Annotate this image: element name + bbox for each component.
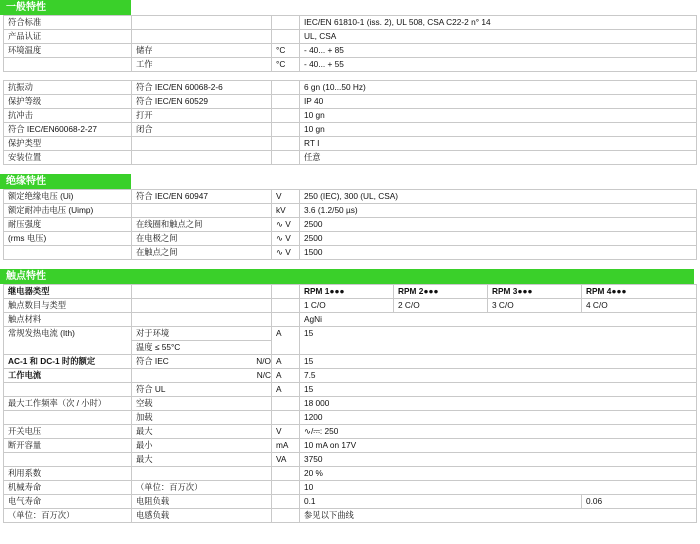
row-label: 电气寿命: [4, 495, 132, 509]
row-value: 1200: [300, 411, 697, 425]
row-label: 触点材料: [4, 313, 132, 327]
section-header-contacts: 触点特性: [0, 269, 694, 284]
row-sublabel: 符合 IEC/EN 60068-2-6: [132, 81, 272, 95]
row-sublabel: [132, 313, 272, 327]
row-unit: °C: [272, 58, 300, 72]
row-label: 抗振动: [4, 81, 132, 95]
table-row: [4, 369, 697, 383]
row-label: 工作电流: [4, 369, 132, 383]
row-value: 0.1: [300, 495, 582, 509]
row-sublabel: （单位：百万次）: [132, 481, 272, 495]
row-sublabel: 在电极之间: [132, 232, 272, 246]
row-value: 3750: [300, 453, 697, 467]
row-unit: [272, 299, 300, 313]
row-value: 任意: [300, 151, 697, 165]
row-unit: [272, 285, 300, 299]
row-value: 10 gn: [300, 109, 697, 123]
row-sublabel: [132, 137, 272, 151]
row-unit: mA: [272, 439, 300, 453]
row-sublabel: 最大: [132, 425, 272, 439]
row-label: 抗冲击: [4, 109, 132, 123]
row-unit: [272, 16, 300, 30]
column-header-rpm1: RPM 1●●●: [300, 285, 394, 299]
row-unit: [272, 30, 300, 44]
row-value: 参见以下曲线: [300, 509, 697, 523]
row-label: [4, 411, 132, 425]
table-row: [4, 151, 697, 165]
table-row: [4, 467, 697, 481]
row-value: 2500: [300, 232, 697, 246]
row-value: 250 (IEC), 300 (UL, CSA): [300, 190, 697, 204]
row-unit: [272, 95, 300, 109]
row-value: 10 mA on 17V: [300, 439, 697, 453]
table-row: [4, 425, 697, 439]
table-row: [4, 190, 697, 204]
row-sublabel: 空载: [132, 397, 272, 411]
row-sublabel: 最小: [132, 439, 272, 453]
row-unit: V: [272, 190, 300, 204]
row-label: 机械寿命: [4, 481, 132, 495]
row-unit: [272, 411, 300, 425]
row-sublabel: [132, 369, 272, 383]
row-unit: A: [272, 355, 300, 369]
section-gap: [0, 165, 700, 174]
table-row: [4, 204, 697, 218]
row-label: 符合标准: [4, 16, 132, 30]
row-label: 保护等级: [4, 95, 132, 109]
table-row-spacer: [4, 72, 697, 81]
row-label: 额定耐冲击电压 (Uimp): [4, 204, 132, 218]
row-value: 6 gn (10...50 Hz): [300, 81, 697, 95]
row-sublabel: 电阻负载: [132, 495, 272, 509]
column-header-rpm3: RPM 3●●●: [488, 285, 582, 299]
row-label: [4, 383, 132, 397]
table-row: [4, 495, 697, 509]
section-header-insulation: 绝缘特性: [0, 174, 131, 189]
row-value: RT I: [300, 137, 697, 151]
table-row: [4, 44, 697, 58]
row-value: ∿/⎓: 250: [300, 425, 697, 439]
table-row: [4, 95, 697, 109]
table-row: [4, 481, 697, 495]
table-row: [4, 232, 697, 246]
table-row: [4, 397, 697, 411]
row-label: （单位：百万次）: [4, 509, 132, 523]
row-label: 开关电压: [4, 425, 132, 439]
row-unit: [272, 313, 300, 327]
row-value: 15: [300, 383, 697, 397]
row-unit: A: [272, 383, 300, 397]
row-unit: A: [272, 327, 300, 355]
row-sublabel: 电感负载: [132, 509, 272, 523]
table-row: [4, 81, 697, 95]
row-sublabel: 打开: [132, 109, 272, 123]
row-label: 最大工作频率（次 / 小时）: [4, 397, 132, 411]
row-sublabel: 温度 ≤ 55°C: [132, 341, 272, 355]
row-value: 10: [300, 481, 697, 495]
row-sublabel: 闭合: [132, 123, 272, 137]
row-label: [4, 246, 132, 260]
table-header-row: [4, 285, 697, 299]
row-unit: ∿ V: [272, 232, 300, 246]
section-gap: [0, 260, 700, 269]
row-sublabel: [132, 467, 272, 481]
table-row: [4, 439, 697, 453]
row-unit: [272, 109, 300, 123]
row-sublabel: [132, 151, 272, 165]
row-label: 继电器类型: [4, 285, 132, 299]
row-sublabel: [132, 30, 272, 44]
row-value-rpm4: 0.06: [582, 495, 697, 509]
table-general: [3, 15, 697, 165]
row-sublabel: 符合 IEC/EN 60947: [132, 190, 272, 204]
row-label: [4, 453, 132, 467]
row-unit: [272, 137, 300, 151]
row-contact-type: N/C: [256, 370, 271, 380]
row-sublabel: 加载: [132, 411, 272, 425]
table-row: [4, 299, 697, 313]
spacer: [4, 72, 697, 81]
row-value-rpm4: 4 C/O: [582, 299, 697, 313]
table-contacts: [3, 284, 697, 523]
row-sublabel: 对于环境: [132, 327, 272, 341]
row-value: 1500: [300, 246, 697, 260]
row-unit: [272, 123, 300, 137]
row-unit: [272, 151, 300, 165]
row-label: 额定绝缘电压 (Ui): [4, 190, 132, 204]
row-label: 耐压强度: [4, 218, 132, 232]
row-unit: [272, 81, 300, 95]
row-label: 产品认证: [4, 30, 132, 44]
table-row: [4, 30, 697, 44]
table-row: [4, 411, 697, 425]
table-row: [4, 58, 697, 72]
row-value-rpm1: 1 C/O: [300, 299, 394, 313]
row-value-rpm3: 3 C/O: [488, 299, 582, 313]
row-sublabel: [132, 285, 272, 299]
row-unit: V: [272, 425, 300, 439]
row-value: 10 gn: [300, 123, 697, 137]
row-label: [4, 58, 132, 72]
row-sublabel: 最大: [132, 453, 272, 467]
row-label: 利用系数: [4, 467, 132, 481]
table-row: [4, 109, 697, 123]
row-sublabel-text: 符合 IEC: [136, 356, 169, 366]
row-sublabel: [132, 16, 272, 30]
row-value: 20 %: [300, 467, 697, 481]
row-contact-type: N/O: [256, 356, 271, 366]
table-row: [4, 313, 697, 327]
row-unit: [272, 397, 300, 411]
row-unit: kV: [272, 204, 300, 218]
row-sublabel: 在线圈和触点之间: [132, 218, 272, 232]
row-label: 常规发热电流 (Ith): [4, 327, 132, 355]
row-sublabel: 在触点之间: [132, 246, 272, 260]
row-value: - 40... + 85: [300, 44, 697, 58]
row-unit: °C: [272, 44, 300, 58]
table-row: [4, 453, 697, 467]
row-unit: [272, 481, 300, 495]
row-unit: VA: [272, 453, 300, 467]
row-unit: A: [272, 369, 300, 383]
table-row: [4, 509, 697, 523]
row-value: 15: [300, 327, 697, 355]
row-sublabel: 符合 IEC/EN 60529: [132, 95, 272, 109]
row-label: AC-1 和 DC-1 时的额定: [4, 355, 132, 369]
row-label: 断开容量: [4, 439, 132, 453]
row-unit: ∿ V: [272, 218, 300, 232]
row-sublabel: 储存: [132, 44, 272, 58]
row-label: 安装位置: [4, 151, 132, 165]
row-value-rpm2: 2 C/O: [394, 299, 488, 313]
row-unit: [272, 495, 300, 509]
table-insulation: [3, 189, 697, 260]
row-sublabel: 符合 UL: [132, 383, 272, 397]
row-label: 符合 IEC/EN60068-2-27: [4, 123, 132, 137]
table-row: [4, 355, 697, 369]
table-row: [4, 123, 697, 137]
row-value: AgNi: [300, 313, 697, 327]
table-row: [4, 327, 697, 341]
row-sublabel: 工作: [132, 58, 272, 72]
row-label: 保护类型: [4, 137, 132, 151]
column-header-rpm4: RPM 4●●●: [582, 285, 697, 299]
row-value: IEC/EN 61810-1 (iss. 2), UL 508, CSA C22-2 n° 14: [300, 16, 697, 30]
section-header-general: 一般特性: [0, 0, 131, 15]
row-value: 3.6 (1.2/50 µs): [300, 204, 697, 218]
row-value: 18 000: [300, 397, 697, 411]
column-header-rpm2: RPM 2●●●: [394, 285, 488, 299]
row-unit: [272, 467, 300, 481]
row-sublabel: [132, 204, 272, 218]
row-value: UL, CSA: [300, 30, 697, 44]
table-row: [4, 16, 697, 30]
row-sublabel: [132, 355, 272, 369]
row-unit: [272, 509, 300, 523]
row-value: 15: [300, 355, 697, 369]
table-row: [4, 218, 697, 232]
row-sublabel: [132, 299, 272, 313]
row-value: 7.5: [300, 369, 697, 383]
row-value: IP 40: [300, 95, 697, 109]
row-label: 环境温度: [4, 44, 132, 58]
row-value: - 40... + 55: [300, 58, 697, 72]
table-row: [4, 137, 697, 151]
row-label: 触点数目与类型: [4, 299, 132, 313]
table-row: [4, 246, 697, 260]
row-value: 2500: [300, 218, 697, 232]
table-row: [4, 383, 697, 397]
row-unit: ∿ V: [272, 246, 300, 260]
row-label: (rms 电压): [4, 232, 132, 246]
